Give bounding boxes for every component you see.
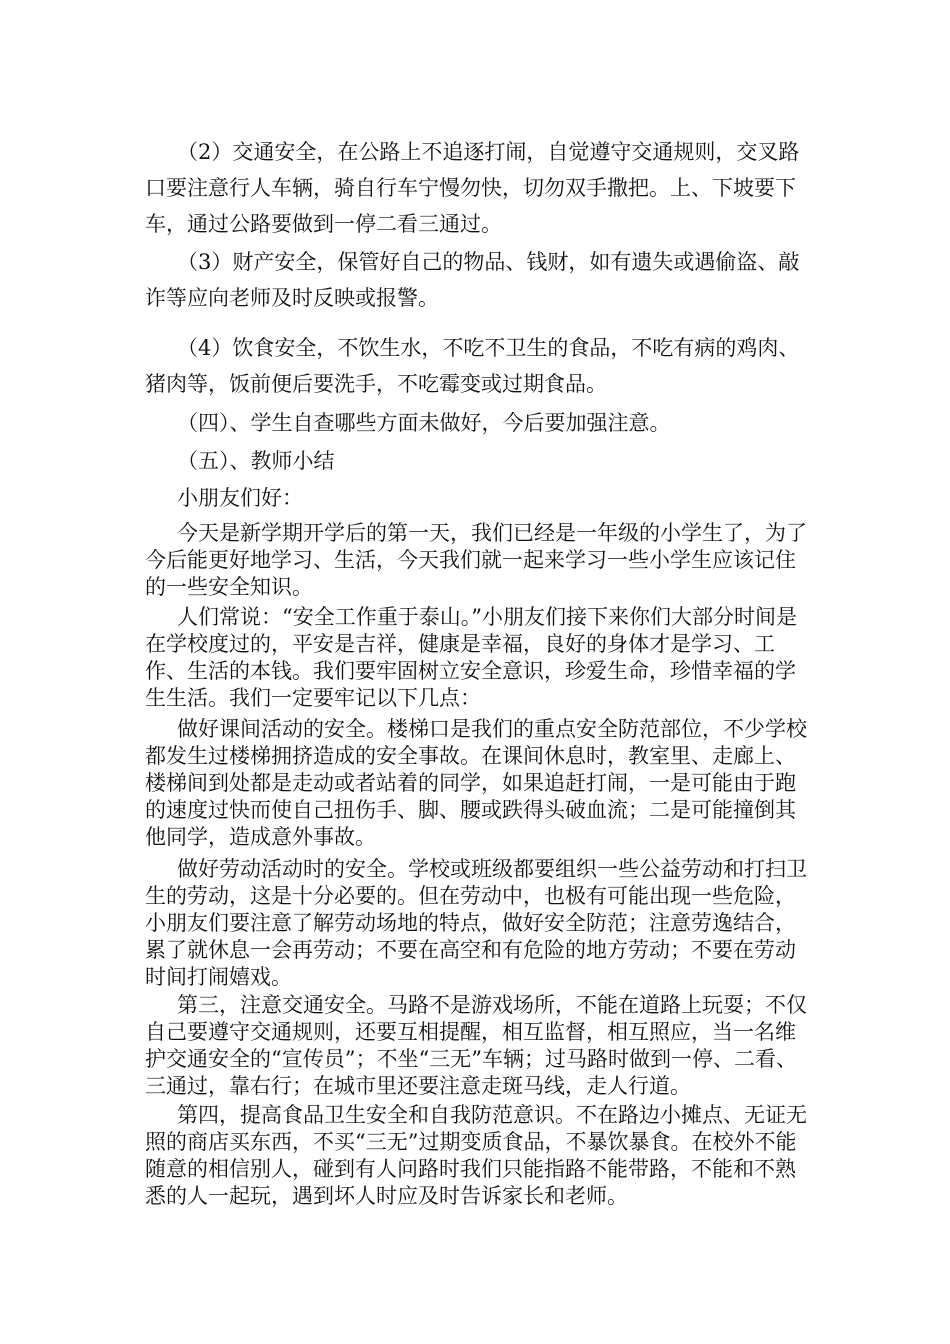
paragraph-traffic-awareness: 第三，注意交通安全。马路不是游戏场所，不能在道路上玩耍；不仅自己要遵守交通规则，还要互相提醒，相互监督，相互照应，当一名维护交通安全的“宣传员”；不坐“三无”车辆；过马路时做到一停、二看、三通过，靠右行；在城市里还要注意走斑马线，走人行道。 [145,993,807,1098]
heading-self-check: （四）、学生自查哪些方面未做好，今后要加强注意。 [177,411,671,435]
paragraph-property-safety: （3）财产安全，保管好自己的物品、钱财，如有遗失或遇偷盗、敲诈等应向老师及时反映或报警。 [145,250,800,310]
paragraph-traffic-safety: （2）交通安全，在公路上不追逐打闹，自觉遵守交通规则，交叉路口要注意行人车辆，骑自行车宁慢勿快，切勿双手撒把。上、下坡要下车，通过公路要做到一停二看三通过。 [145,140,800,236]
heading-teacher-summary: （五）、教师小结 [177,449,335,473]
paragraph-labor-safety: 做好劳动活动时的安全。学校或班级都要组织一些公益劳动和打扫卫生的劳动，这是十分必要的。但在劳动中，也极有可能出现一些危险，小朋友们要注意了解劳动场地的特点，做好安全防范；注意劳逸结合，累了就休息一会再劳动；不要在高空和有危险的地方劳动；不要在劳动时间打闹嬉戏。 [145,857,807,989]
paragraph-food-hygiene: 第四，提高食品卫生安全和自我防范意识。不在路边小摊点、无证无照的商店买东西，不买“三无”过期变质食品，不暴饮暴食。在校外不能随意的相信别人，碰到有人问路时我们只能指路不能带路，不能和不熟悉的人一起玩，遇到坏人时应及时告诉家长和老师。 [145,1103,807,1208]
paragraph-recess-safety: 做好课间活动的安全。楼梯口是我们的重点安全防范部位，不少学校都发生过楼梯拥挤造成的安全事故。在课间休息时，教室里、走廊上、楼梯间到处都是走动或者站着的同学，如果追赶打闹，一是可能由于跑的速度过快而使自己扭伤手、脚、腰或跌得头破血流；二是可能撞倒其他同学，造成意外事故。 [145,717,807,849]
greeting: 小朋友们好： [177,486,303,510]
paragraph-safety-first: 人们常说：“安全工作重于泰山。”小朋友们接下来你们大部分时间是在学校度过的，平安是吉祥，健康是幸福，良好的身体才是学习、工作、生活的本钱。我们要牢固树立安全意识，珍爱生命，珍惜幸福的学生生活。我们一定要牢记以下几点： [145,605,797,710]
paragraph-food-safety: （4）饮食安全，不饮生水，不吃不卫生的食品，不吃有病的鸡肉、猪肉等，饭前便后要洗手，不吃霉变或过期食品。 [145,336,800,396]
paragraph-intro: 今天是新学期开学后的第一天，我们已经是一年级的小学生了，为了今后能更好地学习、生活，今天我们就一起来学习一些小学生应该记住的一些安全知识。 [145,521,807,599]
